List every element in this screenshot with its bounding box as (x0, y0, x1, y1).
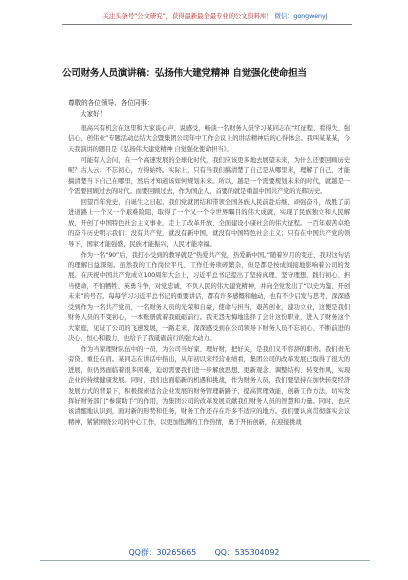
greeting: 大家好！ (80, 110, 107, 118)
paragraph: 回望百年党史，自诞生之日起，我们党就团结和带领全国各族人民前赴后继、顽强奋斗，战胜了前进道路上一个又一个艰难险阻，取得了一个又一个令世界瞩目的伟大成就，实现了民族独立和人民解放，开创了中国特色社会主义事业，走上了改革开放、全面建设小康社会的伟大征程。一百年艰苦卓绝的奋斗历史明示我们：没有共产党，就没有新中国，就没有中国特色社会主义；只有在中国共产党的领导下，国家才能强盛，民族才能振兴，人民才能幸福。 (68, 199, 350, 248)
paragraph: 作为一名“90”后，我打小受到的教导就是“热爱共产党，热爱新中国。”随着岁月的变迁，我对这句话的理解日益深刻。虽然我的工作岗位平凡、工作任务琐碎繁杂，但是都是按成间接地影响着公司的发展。在庆祝中国共产党成立100周年大会上，习近平总书记提出了坚持真理、坚守理想，践行初心、担当使命，不怕牺牲、英勇斗争，对党忠诚、不负人民的伟大建党精神，并向全党发出了“以史为鉴、开创未来”的号召。每每学习习近平总书记的重要讲话，都有许多感慨和触动，也有不少启发与思考，深深感受到作为一名共产党员，一名财务人员的光荣和自豪，使命与担当，艰苦创业，建功立业，这便是我们财务人员的不变初心，一本账册就着我砥砺前行。我无怨无悔地选择了会计这份职业，进入了财务这个大家庭，见证了公司的飞速发展，一路走来，深深感受到在公司领导下财务人员不忘初心、不断前进的决心、恒心和毅力，也给予了我砥砺前行的强大动力。 (68, 251, 350, 342)
paragraph: 作为当家理财队伍中的一员，为公司当好家、理好财，把好关，是我们义不容辞的职责。我们责无旁贷、重任在肩。某同志在讲话中指出，从年初以来经营业绩看，集团公司的改革发展已取得了很大的进展，但仍然面临着很多困难，迫切需要我们进一步解放思想、更新观念、调整结构、转变作风，实现企业的持续健康发展。同时，我们也面临新的机遇和挑战，作为财务人员，我们要坚持在加快转变经济发展方式的背景下，积极探索适合企业发展的财务管理新路子，提高管理效能，创新工作方法，切实发挥好财务部门“参谋助手”的作用，为集团公司的改革发展贡献我们财务人员的智慧和力量。同时，也应该清醒地认识到，面对新的形势和任务，财务工作还存在许多不适应的地方。我们要认真贯彻落实会议精神，紧紧围绕公司的中心工作，以更加饱满的工作热情，勇于开拓创新，在迎接挑战 (68, 345, 350, 426)
paragraph: 很高兴有机会在这里和大家谈心声、说感受，畅谈一名财务人员学习某同志在“红征程、看得失、强信心、创伟业”专题活动总结大会暨集团公司年中工作会议上的讲话精神后的心得体会。我叫某某某，今天我演讲的题目是《弘扬伟大建党精神 自觉强化使命担当》。 (68, 125, 350, 153)
salutation: 尊敬的各位领导、各位同事： (68, 99, 154, 107)
document-body (68, 124, 350, 429)
paragraph: 可能有人会问，在一个高速发展的全球化时代，我们应该更多地去展望未来，为什么还要回顾历史呢？古人云：不忘初心，方得始终。实际上，只有当我们搞清楚了自己是从哪里来，理解了自己，才能搞清楚当下自己在哪里，然后才知道该如何规划未来。所以，越是一个需要规划未来的时代，就越是一个需要回顾过去的时代。而要回顾过去，作为国企人，首要的就是重温中国共产党的光辉历史。 (68, 156, 350, 196)
footer-qq: QQ：535304092 (214, 548, 280, 557)
banner-text: 关注头条号“公文研究”，获得最新最全最专业的公文资料库！ (102, 12, 273, 20)
header-banner (70, 12, 360, 20)
footer-qq-group: QQ群：30265665 (128, 548, 197, 557)
footer-contact (0, 547, 408, 558)
document-title: 公司财务人员演讲稿：弘扬伟大建党精神 自觉强化使命担当 (62, 68, 307, 79)
banner-contact: 微信：gongwenyj (274, 12, 328, 20)
header-rule (62, 24, 352, 25)
footer-rule (40, 560, 370, 561)
